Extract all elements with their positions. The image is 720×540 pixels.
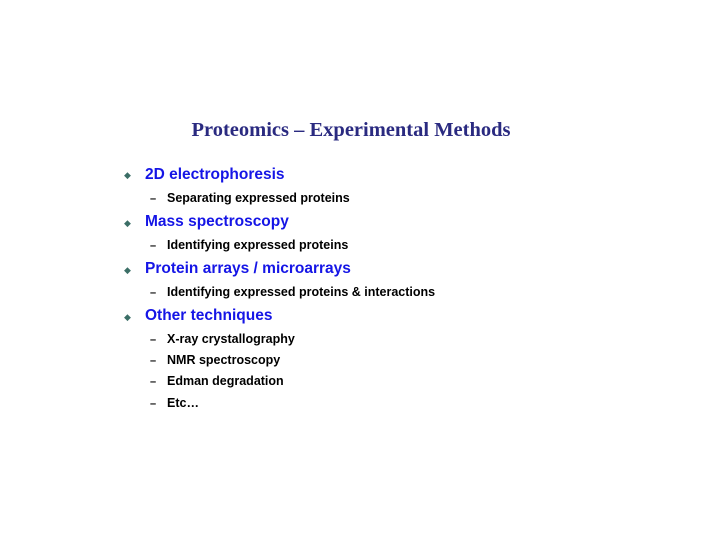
sub-item-nmr-spectroscopy: NMR spectroscopy [167, 353, 281, 367]
dash-bullet-icon: – [150, 398, 157, 410]
dash-bullet-icon: – [150, 240, 157, 252]
sub-item-edman-degradation: Edman degradation [167, 374, 284, 388]
diamond-bullet-icon: ◆ [124, 266, 131, 276]
dash-bullet-icon: – [150, 334, 157, 346]
diamond-bullet-icon: ◆ [124, 171, 131, 181]
diamond-bullet-icon: ◆ [124, 219, 131, 229]
bullet-item-other-techniques: Other techniques [145, 307, 273, 324]
slide-title: Proteomics – Experimental Methods [191, 119, 511, 141]
sub-item-identifying-proteins: Identifying expressed proteins [167, 238, 349, 252]
dash-bullet-icon: – [150, 355, 157, 367]
bullet-item-2d-electrophoresis: 2D electrophoresis [145, 166, 285, 183]
bullet-item-mass-spectroscopy: Mass spectroscopy [145, 213, 289, 230]
sub-item-etc: Etc… [167, 396, 199, 410]
dash-bullet-icon: – [150, 287, 157, 299]
bullet-item-protein-arrays: Protein arrays / microarrays [145, 260, 351, 277]
sub-item-separating-proteins: Separating expressed proteins [167, 191, 350, 205]
sub-item-proteins-interactions: Identifying expressed proteins & interactions [167, 285, 436, 299]
sub-item-xray-crystallography: X-ray crystallography [167, 332, 295, 346]
diamond-bullet-icon: ◆ [124, 313, 131, 323]
dash-bullet-icon: – [150, 193, 157, 205]
dash-bullet-icon: – [150, 376, 157, 388]
